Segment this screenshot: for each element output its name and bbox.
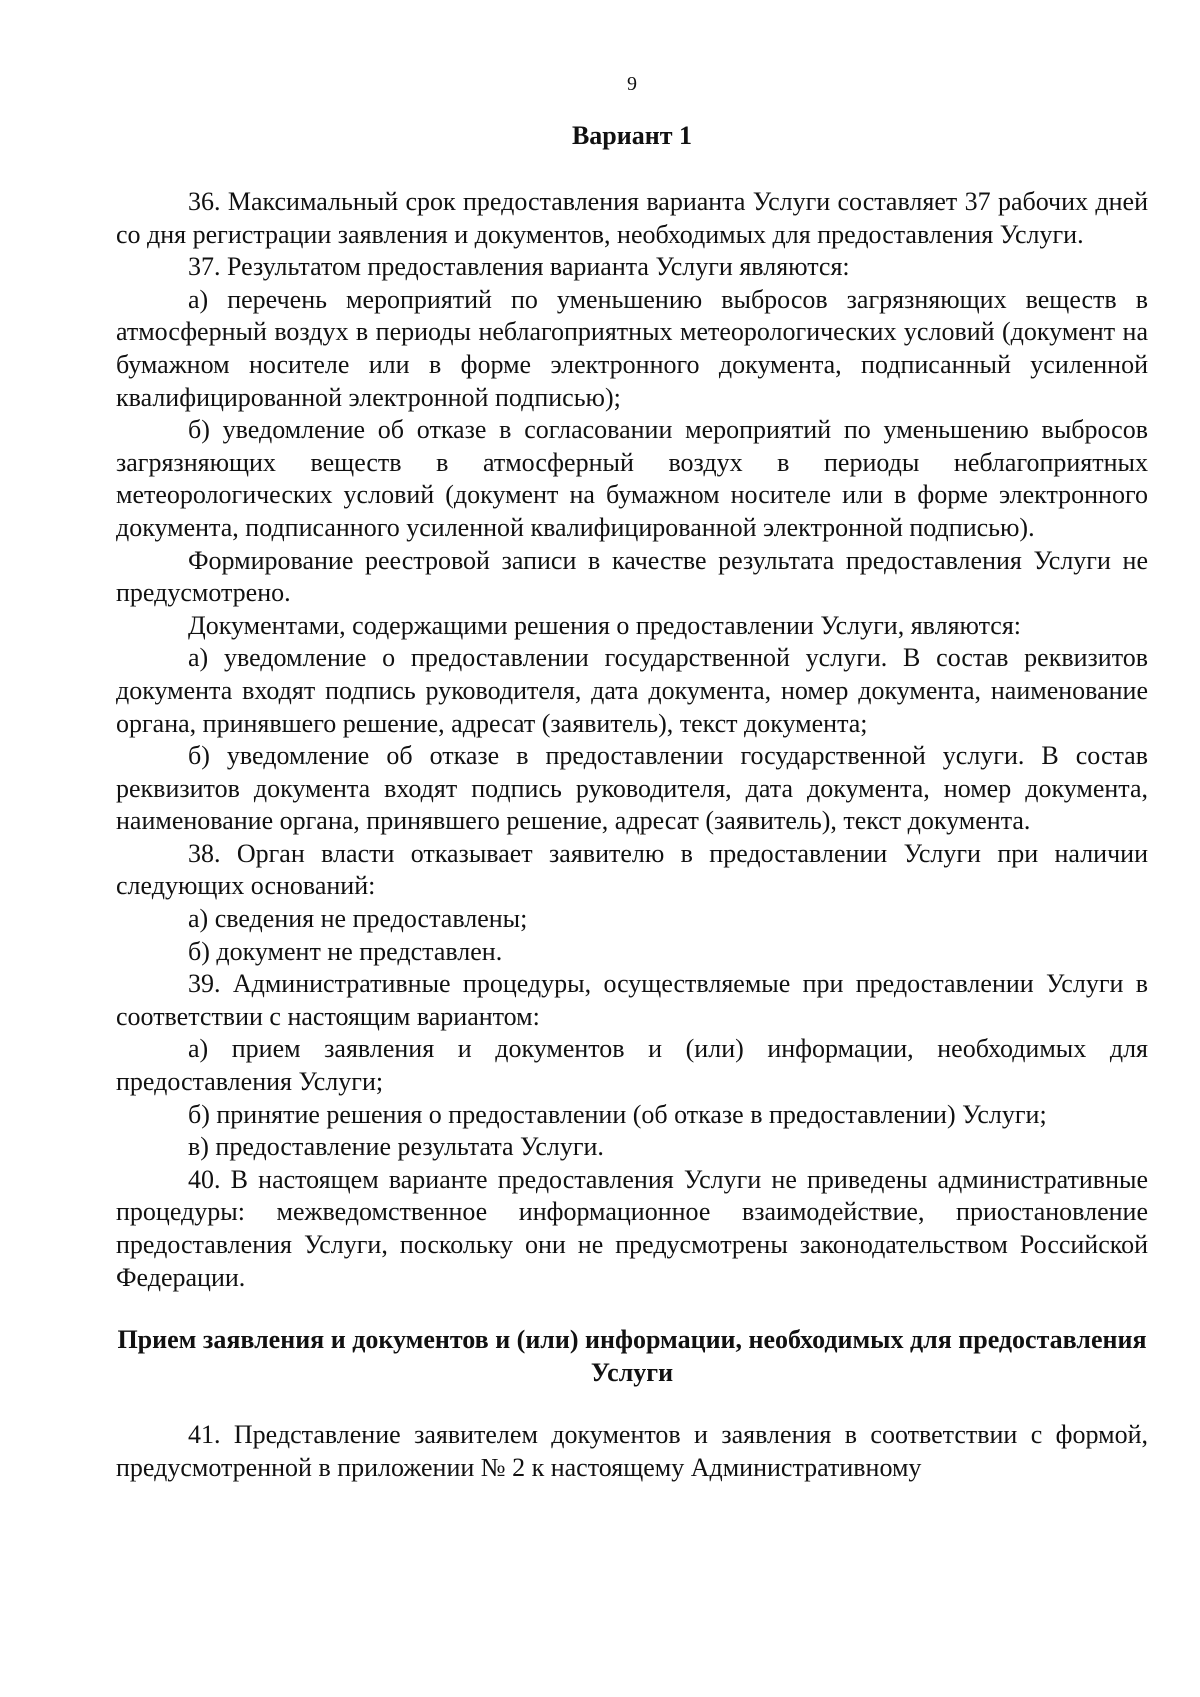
paragraph-39-a: а) прием заявления и документов и (или) информации, необходимых для предоставления Услуги; [116, 1034, 1148, 1097]
paragraph-decision-documents: Документами, содержащими решения о предоставлении Услуги, являются: [188, 610, 1022, 640]
paragraph-37-a: а) перечень мероприятий по уменьшению выбросов загрязняющих веществ в атмосферный воздух в периоды неблагоприятных метеорологических условий (документ на бумажном носителе или в форме электронного документа, подписанный усиленной квалифицированной электронной подписью); [116, 284, 1148, 412]
page-number: 9 [627, 73, 637, 95]
paragraph-38: 38. Орган власти отказывает заявителю в предоставлении Услуги при наличии следующих оснований: [116, 838, 1148, 901]
paragraph-38-b: б) документ не представлен. [188, 936, 503, 966]
section-heading: Прием заявления и документов и (или) информации, необходимых для предоставления Услуги [117, 1325, 1147, 1387]
paragraph-decision-a: а) уведомление о предоставлении государственной услуги. В состав реквизитов документа входят подпись руководителя, дата документа, номер документа, наименование органа, принявшего решение, адресат (заявитель), текст документа; [116, 643, 1148, 738]
paragraph-39-c: в) предоставление результата Услуги. [188, 1132, 604, 1162]
paragraph-37-b: б) уведомление об отказе в согласовании мероприятий по уменьшению выбросов загрязняющих веществ в атмосферный воздух в периоды неблагоприятных метеорологических условий (документ на бумажном носителе или в форме электронного документа, подписанного усиленной квалифицированной электронной подписью). [116, 415, 1148, 542]
paragraph-41: 41. Представление заявителем документов и заявления в соответствии с формой, предусмотренной в приложении № 2 к настоящему Административному [116, 1420, 1148, 1482]
paragraph-decision-b: б) уведомление об отказе в предоставлении государственной услуги. В состав реквизитов документа входят подпись руководителя, дата документа, номер документа, наименование органа, принявшего решение, адресат (заявитель), текст документа. [116, 741, 1148, 836]
paragraph-37: 37. Результатом предоставления варианта Услуги являются: [188, 252, 850, 282]
document-body [116, 186, 1148, 1485]
paragraph-39: 39. Административные процедуры, осуществляемые при предоставлении Услуги в соответствии с настоящим вариантом: [116, 969, 1148, 1031]
paragraph-registry-record: Формирование реестровой записи в качестве результата предоставления Услуги не предусмотрено. [116, 545, 1148, 608]
paragraph-40: 40. В настоящем варианте предоставления Услуги не приведены административные процедуры: межведомственное информационное взаимодействие, приостановление предоставления Услуги, поскольку они не предусмотрены законодательством Российской Федерации. [116, 1164, 1148, 1292]
paragraph-36: 36. Максимальный срок предоставления варианта Услуги составляет 37 рабочих дней со дня регистрации заявления и документов, необходимых для предоставления Услуги. [116, 187, 1148, 249]
paragraph-38-a: а) сведения не предоставлены; [188, 904, 528, 934]
paragraph-39-b: б) принятие решения о предоставлении (об отказе в предоставлении) Услуги; [188, 1099, 1047, 1129]
page-title: Вариант 1 [571, 121, 693, 150]
